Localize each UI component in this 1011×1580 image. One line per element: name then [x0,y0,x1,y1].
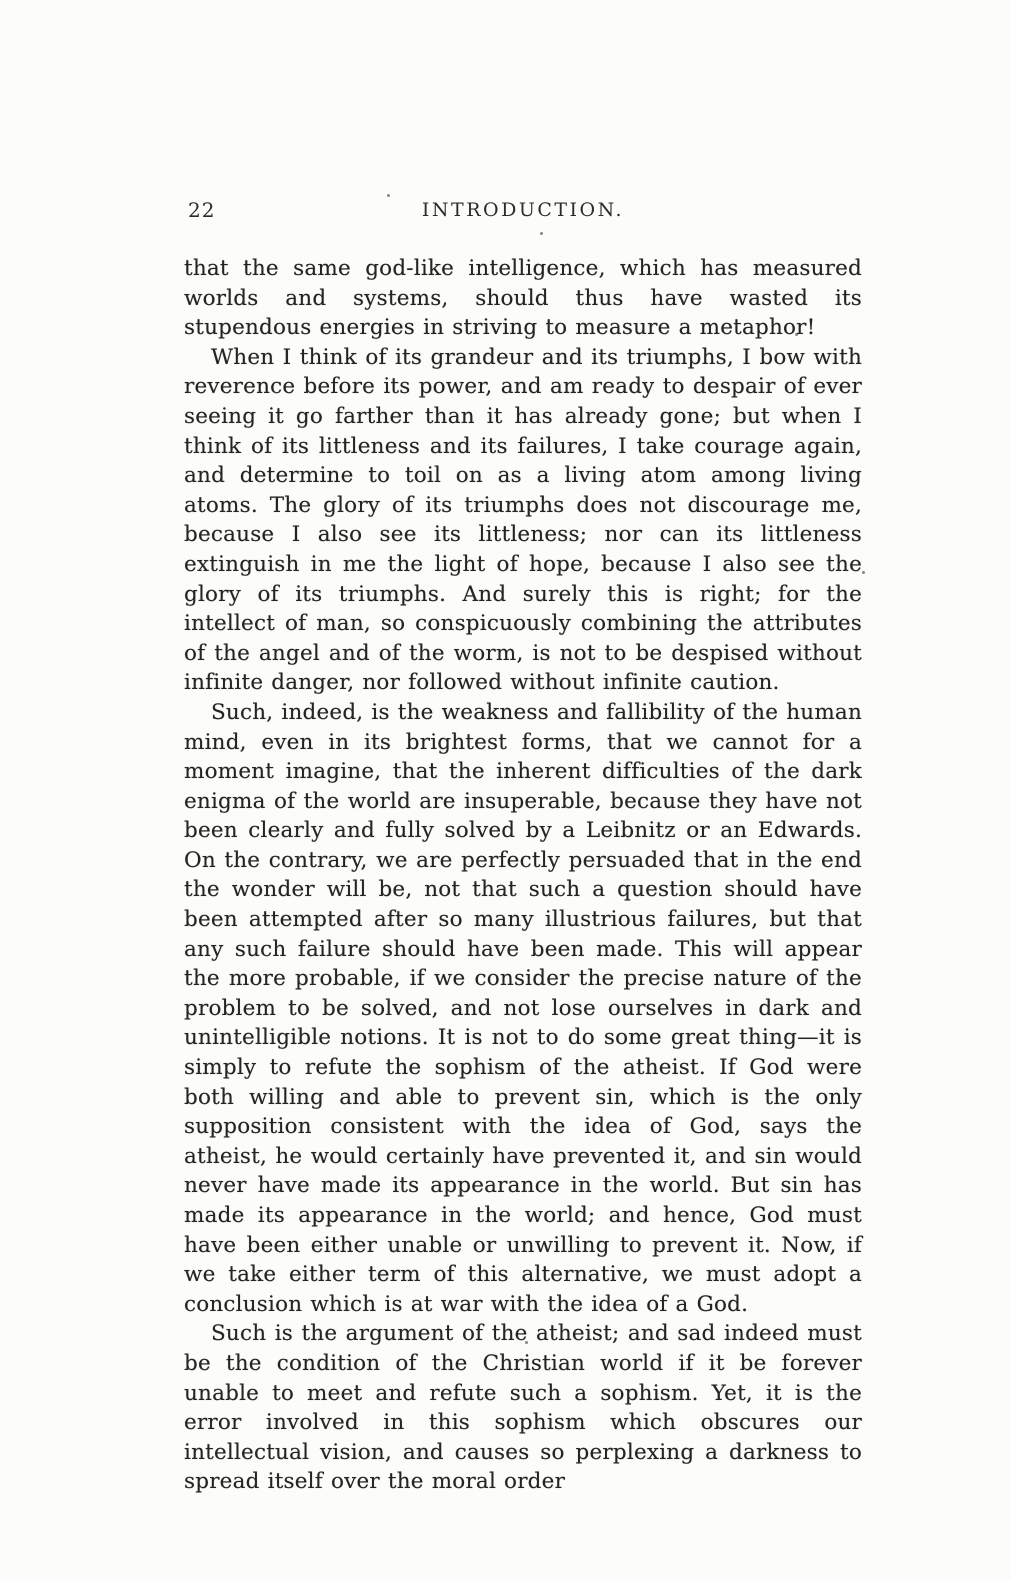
scan-speck [387,194,390,197]
scan-speck [862,571,865,574]
running-head: INTRODUCTION. [421,199,625,221]
paragraph: When I think of its grandeur and its triumphs, I bow with reverence before its power, and am ready to despair of ever seeing it go farther than it has already gone; but when I think of its littleness and its failures, I take courage again, and determine to toil on as a living atom among living atoms. The glory of its triumphs does not discourage me, because I also see its littleness; nor can its littleness extinguish in me the light of hope, because I also see the glory of its triumphs. And surely this is right; for the intellect of man, so conspicuously combining the attributes of the angel and of the worm, is not to be despised without infinite danger, nor followed without infinite caution. [184,344,862,696]
page-number: 22 [188,198,216,222]
page-header [184,198,862,226]
paragraph: Such is the argument of the atheist; and sad indeed must be the condition of the Christian world if it be forever unable to meet and refute such a sophism. Yet, it is the error involved in this sophism which obscures our intellectual vision, and causes so perplexing a darkness to spread itself over the moral order [184,1321,862,1495]
body-text [184,254,862,1497]
text-block [184,198,862,1497]
paragraph: Such, indeed, is the weakness and fallibility of the human mind, even in its brightest forms, that we cannot for a moment imagine, that the inherent difficulties of the dark enigma of the world are insuperable, because they have not been clearly and fully solved by a Leibnitz or an Edwards. On the contrary, we are perfectly persuaded that in the end the wonder will be, not that such a question should have been attempted after so many illustrious failures, but that any such failure should have been made. This will appear the more probable, if we consider the precise nature of the problem to be solved, and not lose ourselves in dark and unintelligible notions. It is not to do some great thing—it is simply to refute the sophism of the atheist. If God were both willing and able to prevent sin, which is the only supposition consistent with the idea of God, says the atheist, he would certainly have prevented it, and sin would never have made its appearance in the world. But sin has made its appearance in the world; and hence, God must have been either unable or unwilling to prevent it. Now, if we take either term of this alternative, we must adopt a conclusion which is at war with the idea of a God. [184,699,862,1317]
paragraph: that the same god-like intelligence, which has measured worlds and systems, should thus have wasted its stupendous energies in striving to measure a metaphor! [184,256,862,341]
